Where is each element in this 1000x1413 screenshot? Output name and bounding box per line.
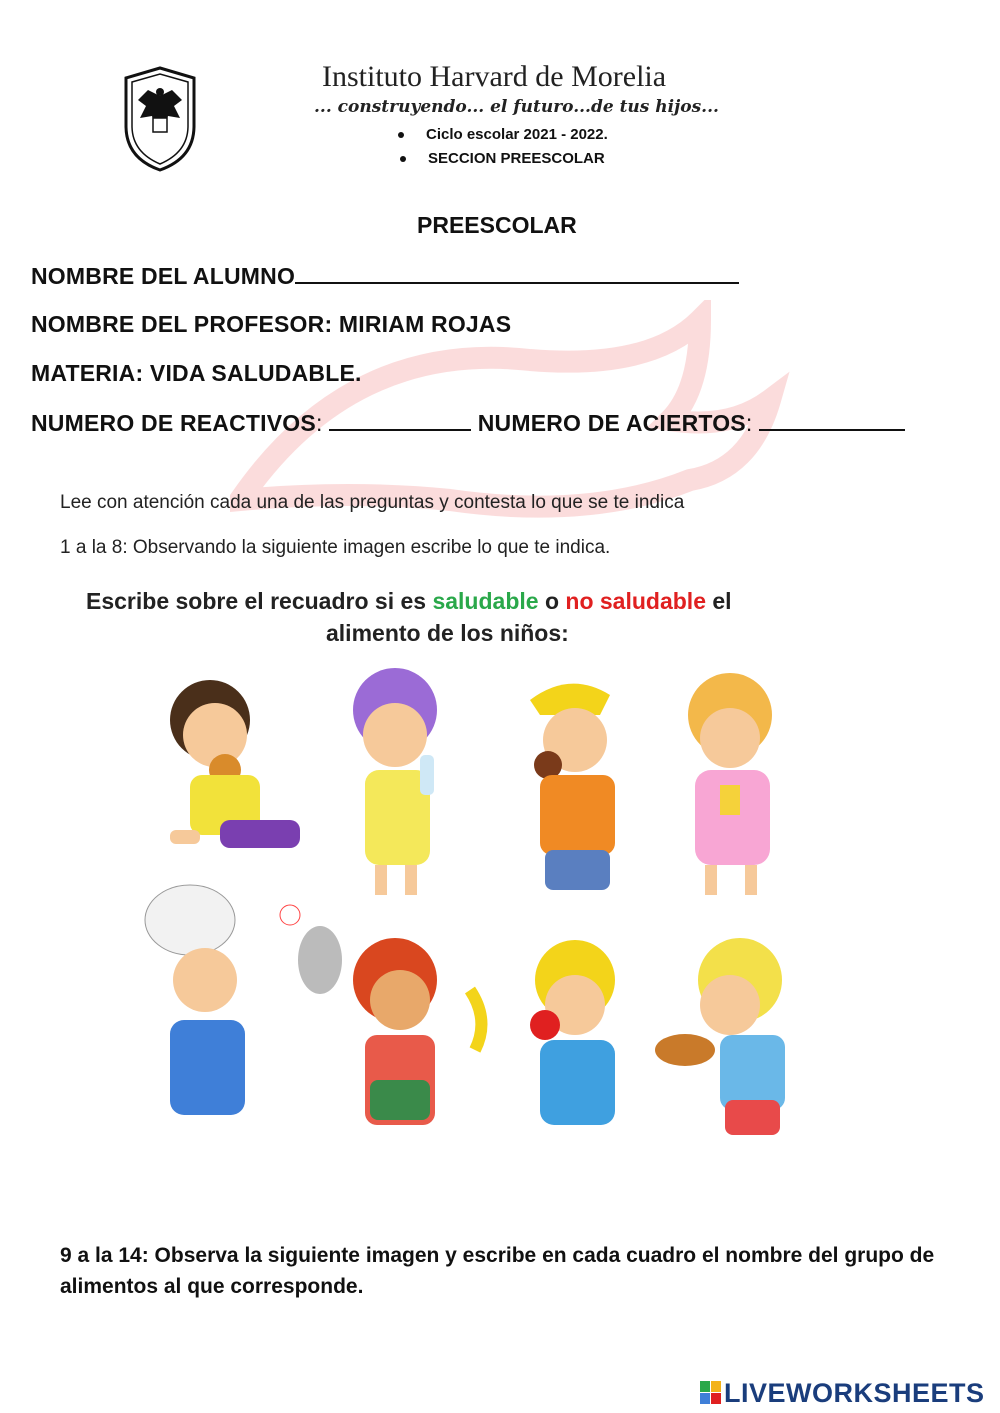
exercise-text-part1: Escribe sobre el recuadro si es (86, 588, 433, 614)
colon: : (315, 410, 323, 436)
kid-apple (530, 940, 615, 1125)
instruction-line-2: 1 a la 8: Observando la siguiente imagen escribe lo que te indica. (60, 537, 611, 558)
section-title: PREESCOLAR (417, 212, 577, 238)
bullet-icon (398, 132, 404, 138)
question-9-14: 9 a la 14: Observa la siguiente imagen y escribe en cada cuadro el nombre del grupo de alimentos al que corresponde. (60, 1244, 935, 1298)
kid-chef (145, 885, 342, 1115)
kid-banana (353, 938, 481, 1125)
teacher-name-line: NOMBRE DEL PROFESOR: MIRIAM ROJAS (31, 311, 512, 337)
section-bullet (400, 150, 605, 167)
kid-icecream (530, 684, 615, 890)
unhealthy-word: no saludable (565, 588, 706, 614)
student-name-field (31, 262, 739, 290)
exercise-text-line2: alimento de los niños: (326, 620, 569, 646)
healthy-word: saludable (432, 588, 539, 614)
school-crest-logo (120, 66, 200, 172)
reactivos-blank[interactable] (329, 409, 471, 431)
bullet-icon (400, 156, 406, 162)
student-name-label: NOMBRE DEL ALUMNO (31, 263, 296, 289)
school-year-bullet (398, 126, 608, 143)
score-line (31, 409, 905, 437)
kids-eating-illustration (130, 660, 830, 1180)
student-name-blank[interactable] (295, 262, 739, 284)
kid-juice (688, 673, 772, 895)
kid-milk (353, 668, 437, 895)
reactivos-label: NUMERO DE REACTIVOS (31, 410, 316, 436)
aciertos-blank[interactable] (759, 409, 905, 431)
institute-motto: ... construyendo... el futuro...de tus hijos... (314, 97, 719, 117)
institute-title: Instituto Harvard de Morelia (322, 60, 667, 93)
section-text: SECCION PREESCOLAR (428, 150, 605, 167)
exercise-or: o (538, 588, 566, 614)
exercise-text-part2: el (706, 588, 732, 614)
school-year-text: Ciclo escolar 2021 - 2022. (426, 126, 608, 143)
liveworksheets-icon (700, 1381, 722, 1405)
colon: : (745, 410, 753, 436)
aciertos-label: NUMERO DE ACIERTOS (477, 410, 746, 436)
liveworksheets-text: LIVEWORKSHEETS (724, 1378, 985, 1408)
kid-soup (655, 938, 785, 1135)
exercise-heading (86, 585, 876, 649)
kid-burger (170, 680, 300, 848)
instruction-line-1: Lee con atención cada una de las preguntas y contesta lo que se te indica (60, 492, 685, 513)
liveworksheets-logo[interactable] (700, 1378, 985, 1409)
subject-line: MATERIA: VIDA SALUDABLE. (31, 360, 362, 386)
